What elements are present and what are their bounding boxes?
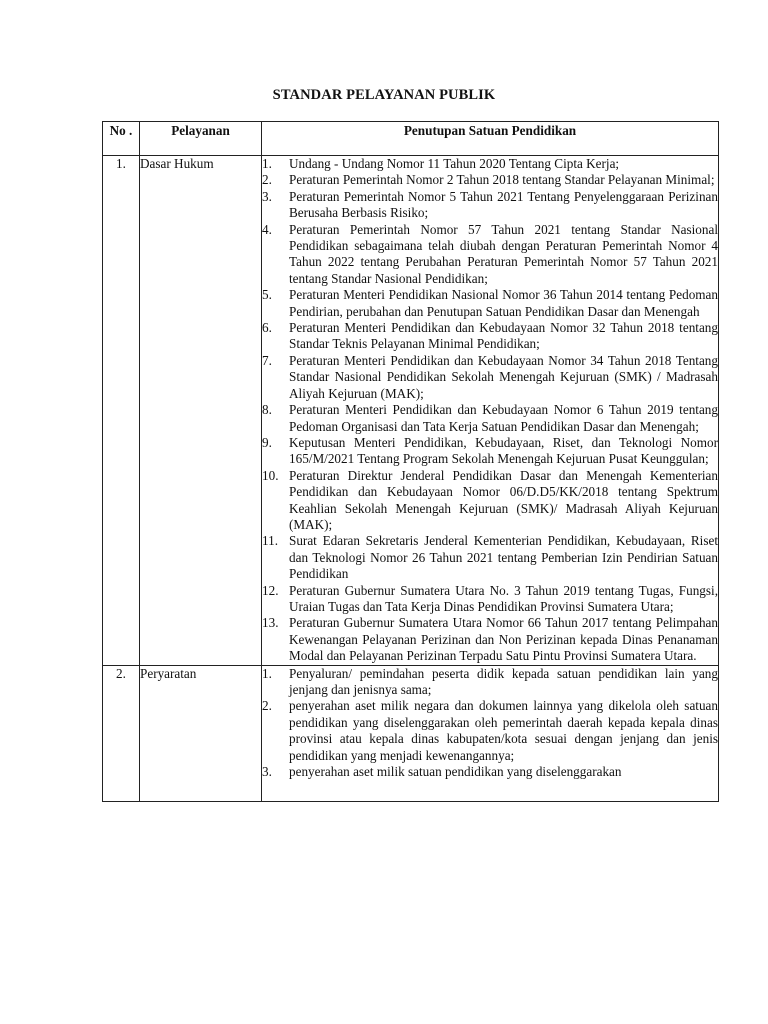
list-item-text: Peraturan Menteri Pendidikan dan Kebudayaan Nomor 32 Tahun 2018 tentang Standar Teknis Pelayanan Minimal Pendidikan; bbox=[289, 320, 718, 352]
row-detail bbox=[262, 156, 719, 666]
list-item-number: 2. bbox=[262, 172, 272, 188]
list-item bbox=[262, 353, 718, 402]
list-item bbox=[262, 287, 718, 320]
list-item-text: penyerahan aset milik satuan pendidikan yang diselenggarakan bbox=[289, 764, 622, 780]
row-detail bbox=[262, 665, 719, 801]
list-item-text: Peraturan Menteri Pendidikan dan Kebudayaan Nomor 6 Tahun 2019 tentang Pedoman Organisasi dan Tata Kerja Satuan Pendidikan Dasar dan Menengah; bbox=[289, 402, 718, 434]
list-item-text: Peraturan Gubernur Sumatera Utara No. 3 Tahun 2019 tentang Tugas, Fungsi, Uraian Tugas dan Tata Kerja Dinas Pendidikan Provinsi Sumatera Utara; bbox=[289, 582, 718, 614]
list-item-number: 9. bbox=[262, 434, 272, 450]
list-item bbox=[262, 764, 718, 780]
list-item-text: Peraturan Pemerintah Nomor 2 Tahun 2018 tentang Standar Pelayanan Minimal; bbox=[289, 172, 715, 188]
list-item-text: penyerahan aset milik negara dan dokumen lainnya yang dikelola oleh satuan pendidikan yang diselenggarakan oleh pemerintah daerah kepada kepala dinas provinsi atau kepala dinas kabupaten/kota sesuai dengan jenjang dan jenis pendidikan yang menjadi kewenangannya; bbox=[289, 698, 718, 763]
list-item-number: 12. bbox=[262, 582, 279, 598]
list-item-number: 8. bbox=[262, 402, 272, 418]
list-item-number: 1. bbox=[262, 156, 272, 171]
list-item-number: 4. bbox=[262, 221, 272, 237]
table-row bbox=[103, 156, 719, 666]
row-number: 1. bbox=[103, 156, 140, 666]
row-number: 2. bbox=[103, 665, 140, 801]
header-no: No . bbox=[103, 122, 140, 156]
list-item bbox=[262, 666, 718, 699]
list-item bbox=[262, 583, 718, 616]
list-item-number: 11. bbox=[262, 533, 278, 549]
list-item-text: Peraturan Gubernur Sumatera Utara Nomor 66 Tahun 2017 tentang Pelimpahan Kewenangan Pelayanan Perizinan dan Non Perizinan kepada Dinas Penanaman Modal dan Pelayanan Perizinan Terpadu Satu Pintu Provinsi Sumatera Utara. bbox=[289, 615, 718, 664]
list-item-number: 7. bbox=[262, 352, 272, 368]
page-title: STANDAR PELAYANAN PUBLIK bbox=[272, 87, 496, 103]
list-item bbox=[262, 533, 718, 582]
requirements-list bbox=[262, 666, 718, 781]
list-item-text: Surat Edaran Sekretaris Jenderal Kementerian Pendidikan, Kebudayaan, Riset dan Teknologi Nomor 26 Tahun 2021 tentang Pemberian Izin Pendirian Satuan Pendidikan bbox=[289, 533, 718, 582]
header-detail: Penutupan Satuan Pendidikan bbox=[262, 122, 719, 156]
header-service: Pelayanan bbox=[140, 122, 262, 156]
list-item bbox=[262, 222, 718, 288]
list-item bbox=[262, 320, 718, 353]
list-item bbox=[262, 468, 718, 534]
requirements-clip bbox=[262, 666, 718, 801]
list-item bbox=[262, 402, 718, 435]
list-item-text: Penyaluran/ pemindahan peserta didik kepada satuan pendidikan lain yang jenjang dan jenisnya sama; bbox=[289, 665, 718, 697]
list-item-text: Peraturan Menteri Pendidikan Nasional Nomor 36 Tahun 2014 tentang Pedoman Pendirian, perubahan dan Penutupan Satuan Pendidikan Dasar dan Menengah bbox=[289, 287, 718, 319]
list-item-number: 10. bbox=[262, 467, 279, 483]
list-item bbox=[262, 189, 718, 222]
service-standard-table bbox=[102, 121, 719, 802]
list-item-number: 2. bbox=[262, 698, 272, 714]
row-service: Dasar Hukum bbox=[140, 156, 262, 666]
list-item bbox=[262, 698, 718, 764]
list-item bbox=[262, 615, 718, 664]
list-item-number: 3. bbox=[262, 188, 272, 204]
list-item-text: Peraturan Direktur Jenderal Pendidikan Dasar dan Menengah Kementerian Pendidikan dan Kebudayaan Nomor 06/D.D5/KK/2018 tentang Spektrum Keahlian Sekolah Menengah Kejuruan (SMK)/ Madrasah Aliyah Kejuruan (MAK); bbox=[289, 467, 718, 532]
list-item-text: Peraturan Pemerintah Nomor 5 Tahun 2021 Tentang Penyelenggaraan Perizinan Berusaha Berbasis Risiko; bbox=[289, 188, 718, 221]
legal-basis-list bbox=[262, 156, 718, 665]
list-item-text: Undang - Undang Nomor 11 Tahun 2020 Tentang Cipta Kerja; bbox=[289, 156, 620, 171]
list-item-number: 3. bbox=[262, 764, 272, 780]
table-row bbox=[103, 665, 719, 801]
row-service: Peryaratan bbox=[140, 665, 262, 801]
list-item-text: Keputusan Menteri Pendidikan, Kebudayaan, Riset, dan Teknologi Nomor 165/M/2021 Tentang Program Sekolah Menengah Kejuruan Pusat Keunggulan; bbox=[289, 434, 718, 467]
list-item bbox=[262, 156, 718, 172]
list-item bbox=[262, 172, 718, 188]
list-item-number: 13. bbox=[262, 615, 279, 631]
list-item-number: 5. bbox=[262, 287, 272, 303]
list-item-number: 1. bbox=[262, 665, 272, 681]
table-header-row bbox=[103, 122, 719, 156]
list-item-text: Peraturan Pemerintah Nomor 57 Tahun 2021 tentang Standar Nasional Pendidikan sebagaimana telah diubah dengan Peraturan Pemerintah Nomor 4 Tahun 2022 tentang Perubahan Peraturan Pemerintah Nomor 57 Tahun 2021 tentang Standar Nasional Pendidikan; bbox=[289, 221, 718, 286]
list-item-text: Peraturan Menteri Pendidikan dan Kebudayaan Nomor 34 Tahun 2018 Tentang Standar Nasional Pendidikan Sekolah Menengah Kejuruan (SMK) / Madrasah Aliyah Kejuruan (MAK); bbox=[289, 352, 718, 401]
list-item bbox=[262, 435, 718, 468]
list-item-number: 6. bbox=[262, 320, 272, 336]
